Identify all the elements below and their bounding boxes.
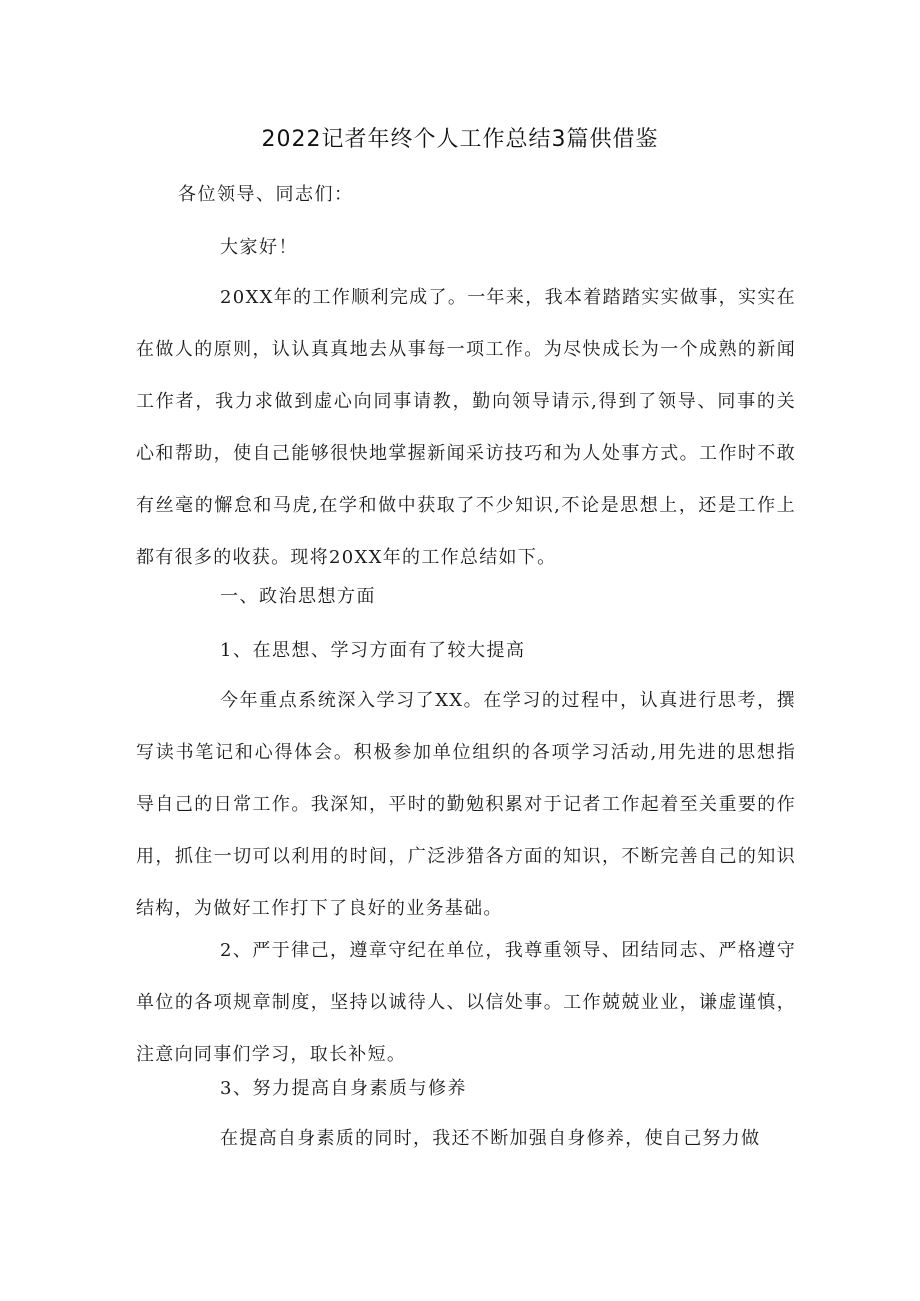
paragraph-study: 今年重点系统深入学习了XX。在学习的过程中，认真进行思考，撰写读书笔记和心得体会。积极参加单位组织的各项学习活动,用先进的思想指导自己的日常工作。我深知，平时的勤勉积累对于记者工作起着至关重要的作用，抓住一切可以利用的时间，广泛涉猎各方面的知识，不断完善自己的知识结构，为做好工作打下了良好的业务基础。 bbox=[136, 690, 796, 919]
document-title: 2022记者年终个人工作总结3篇供借鉴 bbox=[261, 127, 659, 152]
greeting: 大家好！ bbox=[220, 237, 298, 258]
paragraph-discipline: 2、严于律己，遵章守纪在单位，我尊重领导、团结同志、严格遵守单位的各项规章制度，坚持以诚待人、以信处事。工作兢兢业业，谦虚谨慎，注意向同事们学习，取长补短。 bbox=[136, 940, 796, 1065]
paragraph-quality: 在提高自身素质的同时，我还不断加强自身修养，使自己努力做 bbox=[220, 1128, 761, 1149]
paragraph-intro: 20XX年的工作顺利完成了。一年来，我本着踏踏实实做事，实实在在做人的原则，认认真真地去从事每一项工作。为尽快成长为一个成熟的新闻工作者，我力求做到虚心向同事请教，勤向领导请示,得到了领导、同事的关心和帮助，使自己能够很快地掌握新闻采访技巧和为人处事方式。工作时不敢有丝毫的懈怠和马虎,在学和做中获取了不少知识,不论是思想上，还是工作上都有很多的收获。现将20XX年的工作总结如下。 bbox=[136, 287, 796, 568]
salutation: 各位领导、同志们： bbox=[178, 184, 354, 205]
section-heading-political: 一、政治思想方面 bbox=[220, 586, 376, 607]
item-heading-quality: 3、努力提高自身素质与修养 bbox=[220, 1078, 467, 1099]
item-heading-study: 1、在思想、学习方面有了较大提高 bbox=[220, 640, 526, 661]
